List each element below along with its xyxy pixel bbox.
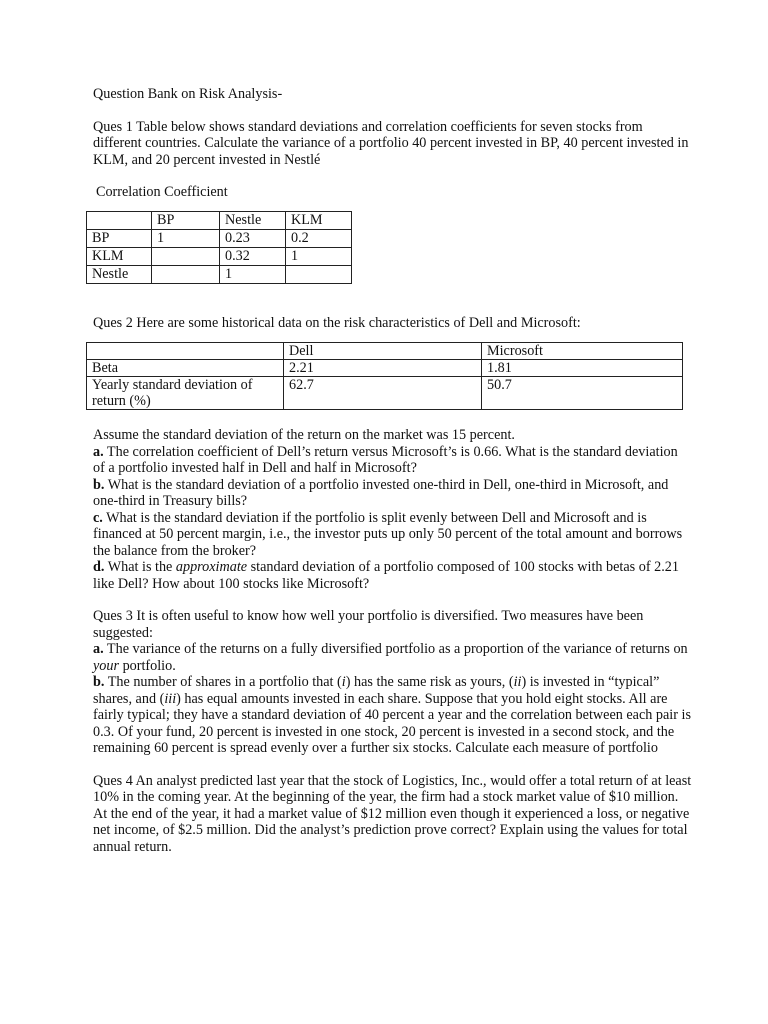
part-text: The number of shares in a portfolio that ( bbox=[104, 674, 342, 690]
table-row bbox=[87, 377, 683, 410]
emphasis-text: iii bbox=[164, 690, 177, 707]
part-text: portfolio. bbox=[119, 657, 176, 674]
part-label: a. bbox=[93, 443, 104, 460]
table-header-row bbox=[87, 211, 352, 229]
part-text: ) has the same risk as yours, ( bbox=[345, 674, 514, 690]
table-cell: 1.81 bbox=[482, 360, 683, 377]
table-cell: 1 bbox=[220, 265, 286, 283]
emphasis-text: your bbox=[93, 657, 120, 674]
table-cell bbox=[286, 265, 352, 283]
table-cell: 1 bbox=[152, 229, 220, 247]
part-text: What is the standard deviation of a portfolio invested one-third in Dell, one-third in Microsoft, and one-third in Treasury bills? bbox=[93, 476, 669, 509]
part-text: The correlation coefficient of Dell’s return versus Microsoft’s is 0.66. What is the standard deviation of a portfolio invested half in Dell and half in Microsoft? bbox=[93, 443, 678, 476]
document-page bbox=[93, 86, 693, 855]
table-cell: Yearly standard deviation of return (%) bbox=[87, 377, 284, 410]
table-cell: 50.7 bbox=[482, 377, 683, 410]
table-cell: Nestle bbox=[87, 265, 152, 283]
emphasis-text: ii bbox=[513, 674, 522, 690]
part-text: standard deviation of a portfolio composed of 100 stocks with betas of 2.21 like Dell? How about 100 stocks like Microsoft? bbox=[93, 559, 679, 592]
correlation-table bbox=[86, 211, 352, 284]
emphasis-text: approximate bbox=[175, 559, 248, 575]
question-2-part-d bbox=[93, 559, 693, 592]
question-3-part-b bbox=[93, 674, 693, 757]
correlation-table-caption: Correlation Coefficient bbox=[96, 184, 228, 200]
part-text: ) has equal amounts invested in each share. Suppose that you hold eight stocks. All are fairly typical; they have a standard deviation of 40 percent a year and the correlation between each pair is 0.3. Of your fund, 20 percent is invested in one stock, 20 percent is invested in a second stock, and the remaining 60 percent is spread evenly over a further six stocks. Calculate each measure of portfolio bbox=[93, 690, 691, 756]
question-2-text: Ques 2 Here are some historical data on the risk characteristics of Dell and Microsoft: bbox=[93, 314, 581, 331]
table-cell: 0.23 bbox=[220, 229, 286, 247]
question-3-part-a bbox=[93, 641, 693, 674]
question-2-assumption: Assume the standard deviation of the return on the market was 15 percent. bbox=[93, 427, 515, 443]
table-cell bbox=[152, 247, 220, 265]
part-label: a. bbox=[93, 641, 104, 657]
question-1-text: Ques 1 Table below shows standard deviations and correlation coefficients for seven stocks from different countries. Calculate the variance of a portfolio 40 percent invested in BP, 40 percent invested in KLM, and 20 percent invested in Nestlé bbox=[93, 118, 689, 168]
table-row bbox=[87, 229, 352, 247]
table-header-row bbox=[87, 343, 683, 360]
document-title: Question Bank on Risk Analysis- bbox=[93, 86, 283, 102]
table-cell bbox=[87, 343, 284, 360]
risk-characteristics-table bbox=[86, 342, 683, 410]
part-text: What is the bbox=[104, 559, 176, 575]
table-cell: 0.2 bbox=[286, 229, 352, 247]
table-cell: KLM bbox=[286, 211, 352, 229]
question-2-part-b bbox=[93, 477, 693, 510]
question-2-part-c bbox=[93, 510, 693, 560]
question-3-intro: Ques 3 It is often useful to know how well your portfolio is diversified. Two measures have been suggested: bbox=[93, 608, 644, 641]
table-cell: 1 bbox=[286, 247, 352, 265]
table-cell: BP bbox=[87, 229, 152, 247]
table-cell: BP bbox=[152, 211, 220, 229]
question-4-text: Ques 4 An analyst predicted last year that the stock of Logistics, Inc., would offer a total return of at least 10% in the coming year. At the beginning of the year, the firm had a stock market value of $10 million. At the end of the year, it had a market value of $12 million even though it experienced a loss, or negative net income, of $2.5 million. Did the analyst’s prediction prove correct? Explain using the values for total annual return. bbox=[93, 772, 692, 855]
table-row bbox=[87, 360, 683, 377]
emphasis-text: i bbox=[341, 674, 346, 690]
table-cell: Microsoft bbox=[482, 343, 683, 360]
part-text: What is the standard deviation if the portfolio is split evenly between Dell and Microsoft and is financed at 50 percent margin, i.e., the investor puts up only 50 percent of the total amount and borrows the balance from the broker? bbox=[93, 509, 683, 559]
table-cell: Beta bbox=[87, 360, 284, 377]
table-cell bbox=[152, 265, 220, 283]
part-text: ) is invested in “typical” shares, and ( bbox=[93, 674, 660, 707]
table-cell: KLM bbox=[87, 247, 152, 265]
table-cell: 2.21 bbox=[284, 360, 482, 377]
part-label: c. bbox=[93, 509, 103, 526]
part-label: b. bbox=[93, 674, 105, 690]
table-cell: Nestle bbox=[220, 211, 286, 229]
part-text: The variance of the returns on a fully diversified portfolio as a proportion of the variance of returns on bbox=[103, 641, 688, 657]
table-cell bbox=[87, 211, 152, 229]
table-cell: 0.32 bbox=[220, 247, 286, 265]
table-row bbox=[87, 265, 352, 283]
question-2-part-a bbox=[93, 444, 693, 477]
table-row bbox=[87, 247, 352, 265]
table-cell: Dell bbox=[284, 343, 482, 360]
part-label: b. bbox=[93, 476, 105, 493]
part-label: d. bbox=[93, 559, 105, 575]
table-cell: 62.7 bbox=[284, 377, 482, 410]
